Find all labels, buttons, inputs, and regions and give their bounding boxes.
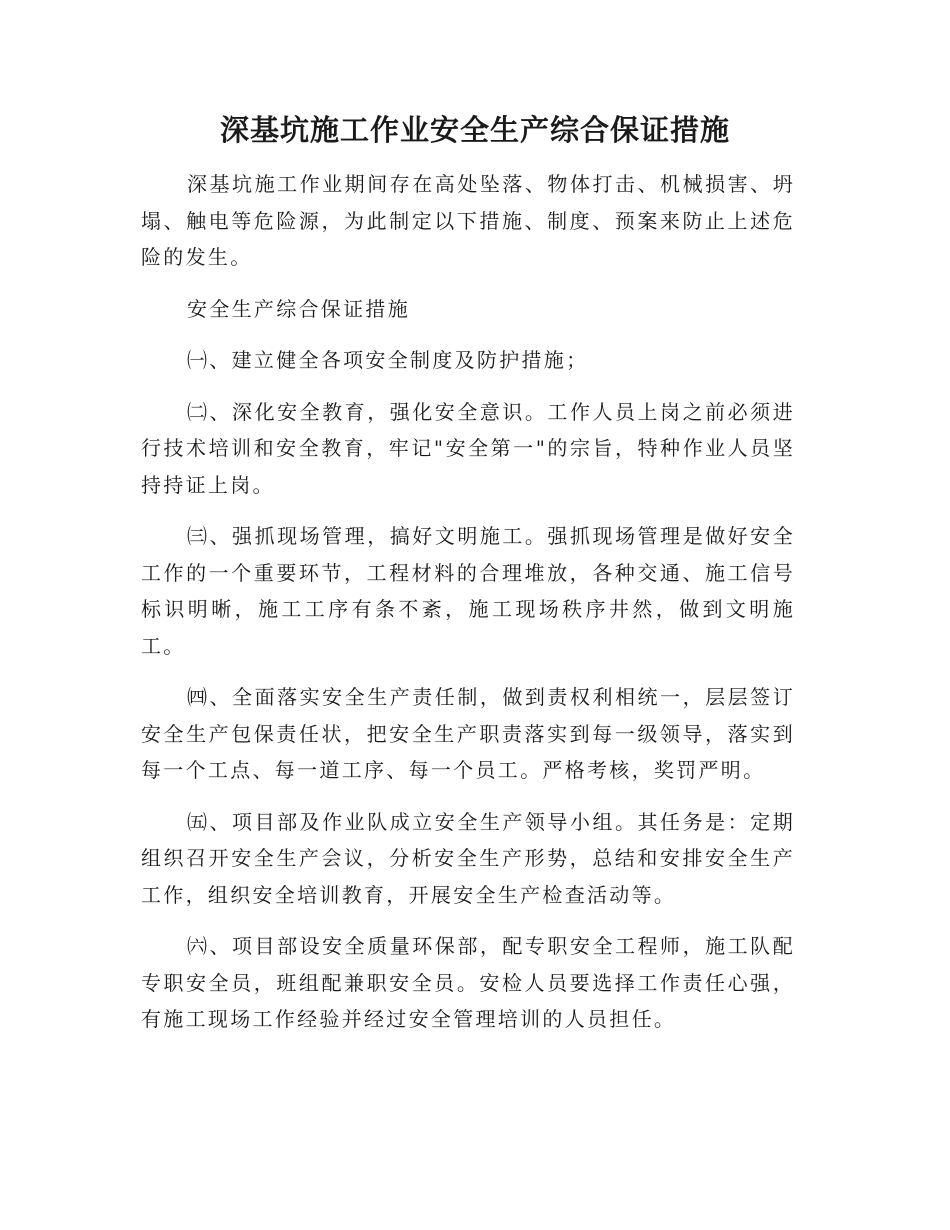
intro-paragraph: 深基坑施工作业期间存在高处坠落、物体打击、机械损害、坍塌、触电等危险源，为此制定以下措施、制度、预案来防止上述危险的发生。: [141, 172, 795, 269]
measure-item-6: ㈥、项目部设安全质量环保部，配专职安全工程师，施工队配专职安全员，班组配兼职安全员。安检人员要选择工作责任心强，有施工现场工作经验并经过安全管理培训的人员担任。: [141, 934, 795, 1031]
measure-item-1: ㈠、建立健全各项安全制度及防护措施；: [187, 348, 589, 372]
measure-item-3: ㈢、强抓现场管理，搞好文明施工。强抓现场管理是做好安全工作的一个重要环节，工程材料的合理堆放，各种交通、施工信号标识明晰，施工工序有条不紊，施工现场秩序井然，做到文明施工。: [141, 524, 795, 658]
section-heading: 安全生产综合保证措施: [187, 296, 410, 321]
measure-item-5: ㈤、项目部及作业队成立安全生产领导小组。其任务是：定期组织召开安全生产会议，分析安全生产形势，总结和安排安全生产工作，组织安全培训教育，开展安全生产检查活动等。: [141, 809, 795, 907]
document-title: 深基坑施工作业安全生产综合保证措施: [219, 113, 730, 147]
measure-item-2: ㈡、深化安全教育，强化安全意识。工作人员上岗之前必须进行技术培训和安全教育，牢记"安全第一"的宗旨，特种作业人员坚持持证上岗。: [141, 399, 795, 497]
measure-item-4: ㈣、全面落实安全生产责任制，做到责权利相统一，层层签订安全生产包保责任状，把安全生产职责落实到每一级领导，落实到每一个工点、每一道工序、每一个员工。严格考核，奖罚严明。: [141, 685, 795, 782]
document-body: [141, 166, 795, 1053]
